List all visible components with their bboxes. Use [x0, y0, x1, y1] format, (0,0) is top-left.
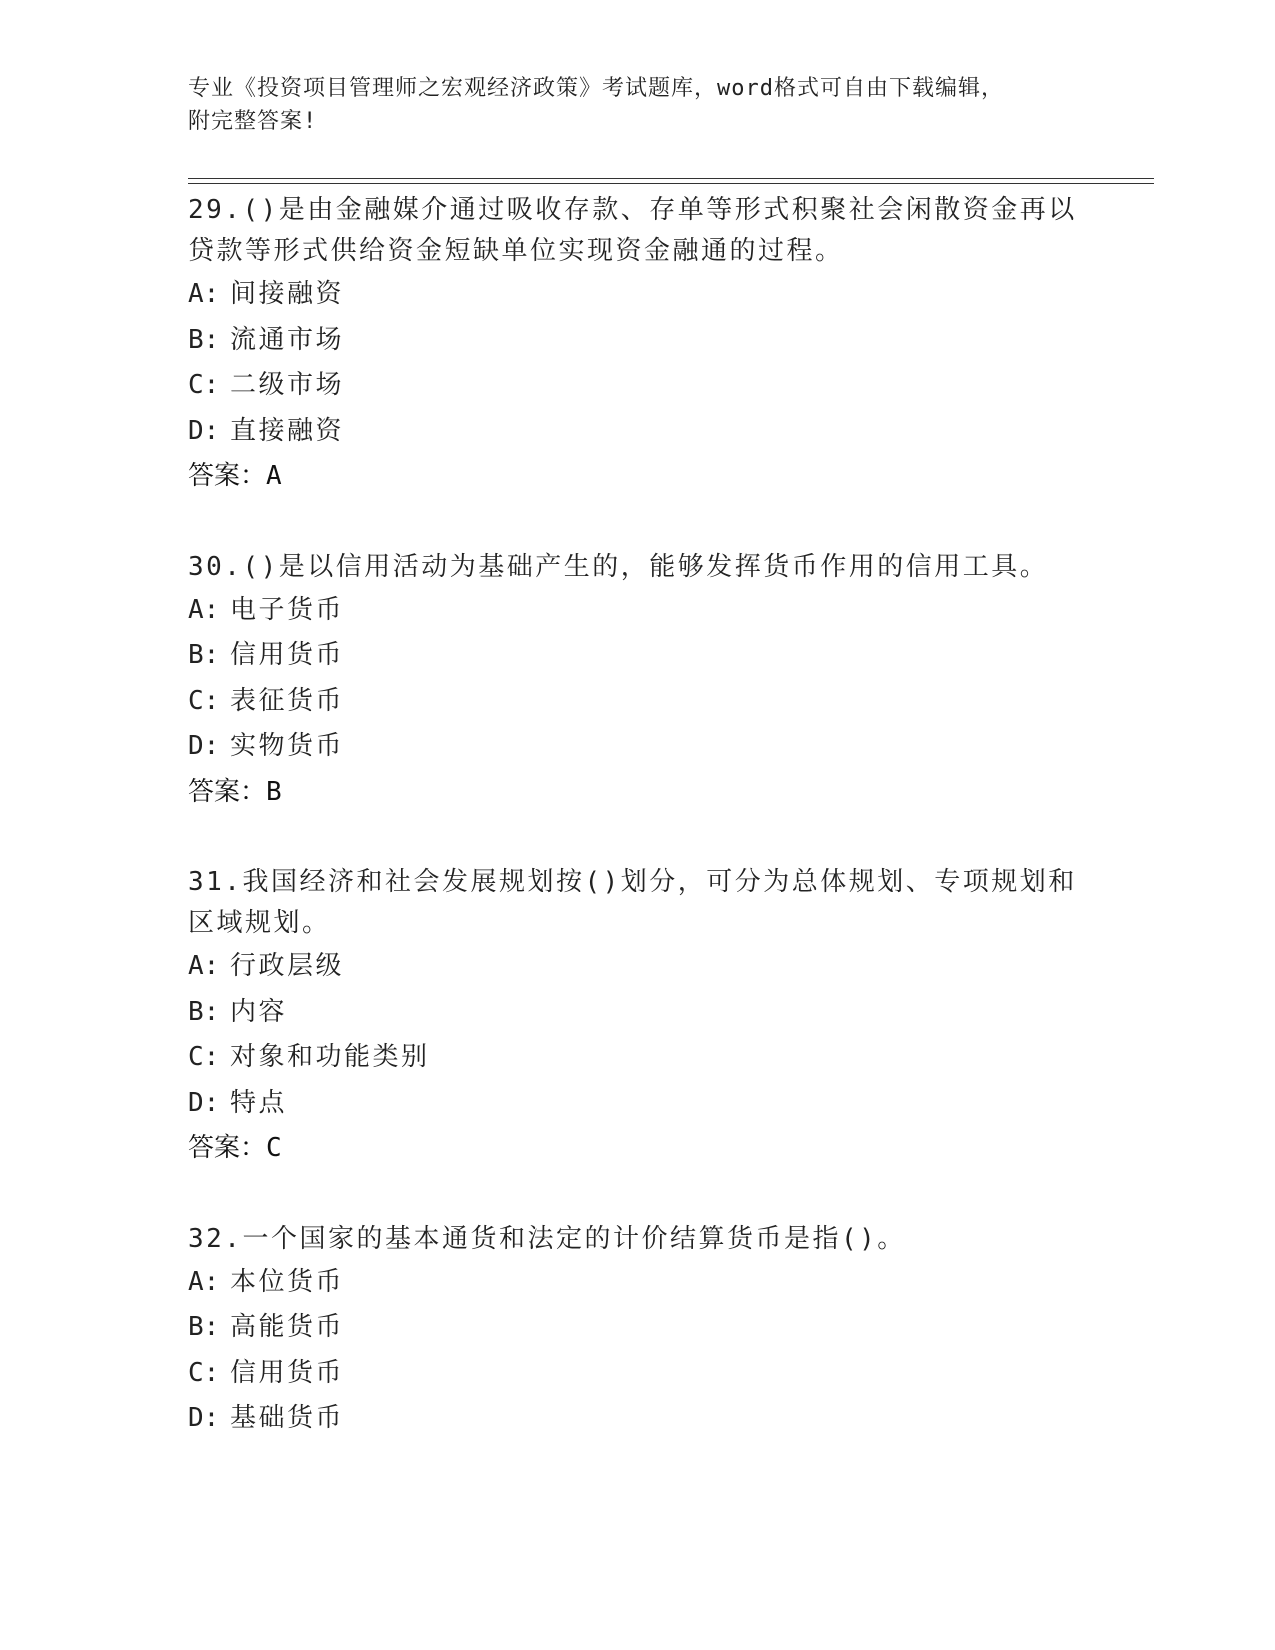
option-b: [188, 1305, 1088, 1351]
question-list: [188, 190, 1088, 1489]
option-letter: C:: [188, 1042, 220, 1072]
option-b: [188, 633, 1088, 679]
option-letter: D:: [188, 1403, 220, 1433]
answer-label: 答案：: [188, 776, 267, 807]
option-letter: D:: [188, 731, 220, 761]
option-text: 信用货币: [230, 1357, 345, 1388]
answer-value: B: [266, 776, 282, 807]
option-d: [188, 1081, 1088, 1127]
option-letter: D:: [188, 415, 220, 446]
answer-value: C: [266, 1133, 282, 1163]
option-letter: A:: [188, 1266, 220, 1297]
option-text: 表征货币: [230, 685, 345, 716]
option-d: [188, 409, 1088, 455]
option-text: 信用货币: [230, 640, 345, 670]
option-text: 二级市场: [230, 370, 345, 400]
option-letter: D:: [188, 1087, 220, 1118]
option-letter: C:: [188, 370, 220, 400]
header-line-2: 附完整答案!: [188, 109, 318, 134]
option-letter: C:: [188, 1357, 220, 1388]
option-letter: A:: [188, 951, 220, 981]
option-letter: C:: [188, 685, 220, 716]
question-stem: 29.()是由金融媒介通过吸收存款、存单等形式积聚社会闲散资金再以贷款等形式供给资金短缺单位实现资金融通的过程。: [188, 195, 1077, 266]
option-text: 直接融资: [230, 415, 345, 446]
option-text: 基础货币: [230, 1403, 345, 1433]
header-line-1: 专业《投资项目管理师之宏观经济政策》考试题库，word格式可自由下载编辑，: [188, 76, 1004, 101]
option-a: [188, 588, 1088, 634]
header-divider-bottom: [188, 183, 1154, 184]
answer-label: 答案：: [188, 461, 267, 491]
option-d: [188, 1396, 1088, 1442]
option-letter: B:: [188, 324, 220, 355]
question-32: [188, 1219, 1088, 1442]
option-text: 本位货币: [230, 1266, 345, 1297]
option-letter: B:: [188, 640, 220, 670]
answer-line: [188, 770, 1088, 816]
option-c: [188, 363, 1088, 409]
question-29: [188, 190, 1088, 500]
option-c: [188, 1035, 1088, 1081]
option-d: [188, 724, 1088, 770]
option-b: [188, 318, 1088, 364]
option-text: 流通市场: [230, 324, 345, 355]
option-letter: B:: [188, 996, 220, 1027]
option-letter: B:: [188, 1312, 220, 1342]
option-letter: A:: [188, 279, 220, 309]
question-30: [188, 547, 1088, 816]
option-text: 间接融资: [230, 279, 345, 309]
answer-line: [188, 454, 1088, 500]
option-a: [188, 1260, 1088, 1306]
option-text: 行政层级: [230, 951, 345, 981]
option-c: [188, 1351, 1088, 1397]
header-divider-top: [188, 178, 1154, 179]
answer-value: A: [266, 461, 282, 491]
answer-label: 答案：: [188, 1133, 267, 1163]
option-c: [188, 679, 1088, 725]
question-stem: 31.我国经济和社会发展规划按()划分，可分为总体规划、专项规划和区域规划。: [188, 867, 1077, 938]
option-a: [188, 272, 1088, 318]
answer-line: [188, 1126, 1088, 1172]
option-text: 特点: [230, 1087, 288, 1118]
option-b: [188, 990, 1088, 1036]
option-text: 电子货币: [230, 594, 345, 625]
option-text: 对象和功能类别: [230, 1042, 430, 1072]
option-a: [188, 944, 1088, 990]
option-text: 实物货币: [230, 731, 345, 761]
option-text: 高能货币: [230, 1312, 345, 1342]
document-header: [188, 72, 1088, 138]
option-letter: A:: [188, 594, 220, 625]
question-stem: 30.()是以信用活动为基础产生的，能够发挥货币作用的信用工具。: [188, 551, 1049, 582]
option-text: 内容: [230, 996, 288, 1027]
question-stem: 32.一个国家的基本通货和法定的计价结算货币是指()。: [188, 1223, 906, 1254]
question-31: [188, 862, 1088, 1172]
